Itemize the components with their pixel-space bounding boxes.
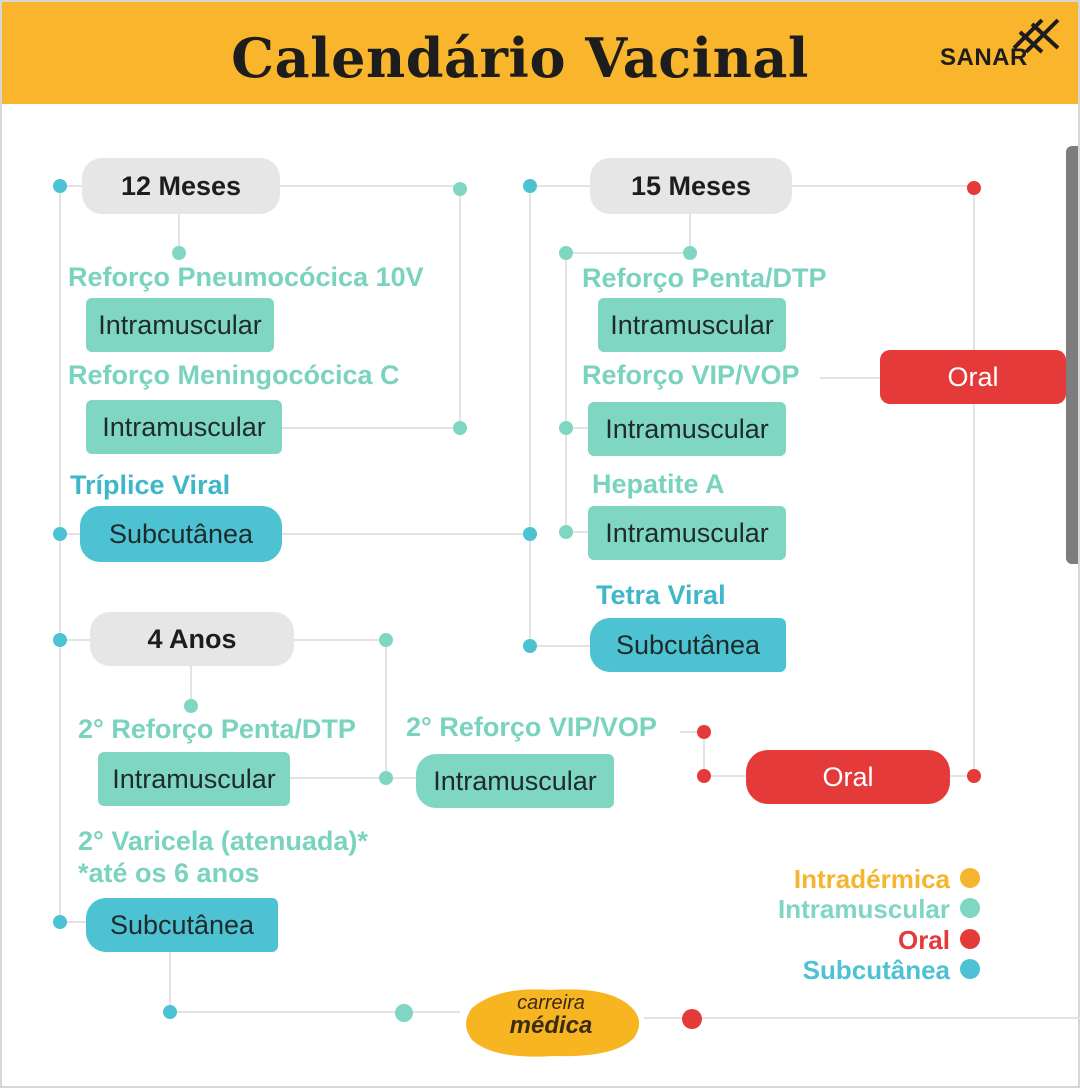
page-title: Calendário Vacinal [231,26,809,90]
vaccine-name: 2° Reforço Penta/DTP [78,714,356,744]
route-intramuscular: Intramuscular [86,298,274,352]
legend-dot [960,898,980,918]
vaccine-name: Tríplice Viral [70,470,231,500]
medica-text: médica [509,1012,593,1039]
route-oral: Oral [880,350,1066,404]
vaccine-name: 2° Reforço VIP/VOP [406,712,657,742]
vaccine-name: Hepatite A [592,469,725,499]
vaccine-name: Reforço Meningocócica C [68,360,400,390]
legend-intramuscular: Intramuscular [778,894,950,924]
vaccine-name: Tetra Viral [596,580,726,610]
route-subcutanea: Subcutânea [80,506,282,562]
route-subcutanea: Subcutânea [86,898,278,952]
vaccine-note: *até os 6 anos [78,858,260,888]
route-intramuscular: Intramuscular [598,298,786,352]
legend-dot [960,868,980,888]
carreira-text: carreira [517,992,585,1014]
legend-subcutanea: Subcutânea [802,955,950,985]
vaccine-name: Reforço Pneumocócica 10V [68,262,424,292]
route-subcutanea: Subcutânea [590,618,786,672]
route-intramuscular: Intramuscular [588,506,786,560]
route-intramuscular: Intramuscular [86,400,282,454]
age-12-meses: 12 Meses [82,158,280,214]
legend-oral: Oral [897,925,950,955]
route-intramuscular: Intramuscular [416,754,614,808]
route-intramuscular: Intramuscular [588,402,786,456]
route-oral: Oral [746,750,950,804]
sanar-logo-text: SANAR [940,44,1028,71]
route-intramuscular: Intramuscular [98,752,290,806]
legend-intradermica: Intradérmica [793,864,950,894]
age-4-anos: 4 Anos [90,612,294,666]
vaccine-name: Reforço VIP/VOP [582,360,800,390]
legend-dot [960,929,980,949]
age-15-meses: 15 Meses [590,158,792,214]
legend-dot [960,959,980,979]
vaccine-name: Reforço Penta/DTP [582,263,827,293]
vaccine-name: 2° Varicela (atenuada)* [78,826,368,856]
